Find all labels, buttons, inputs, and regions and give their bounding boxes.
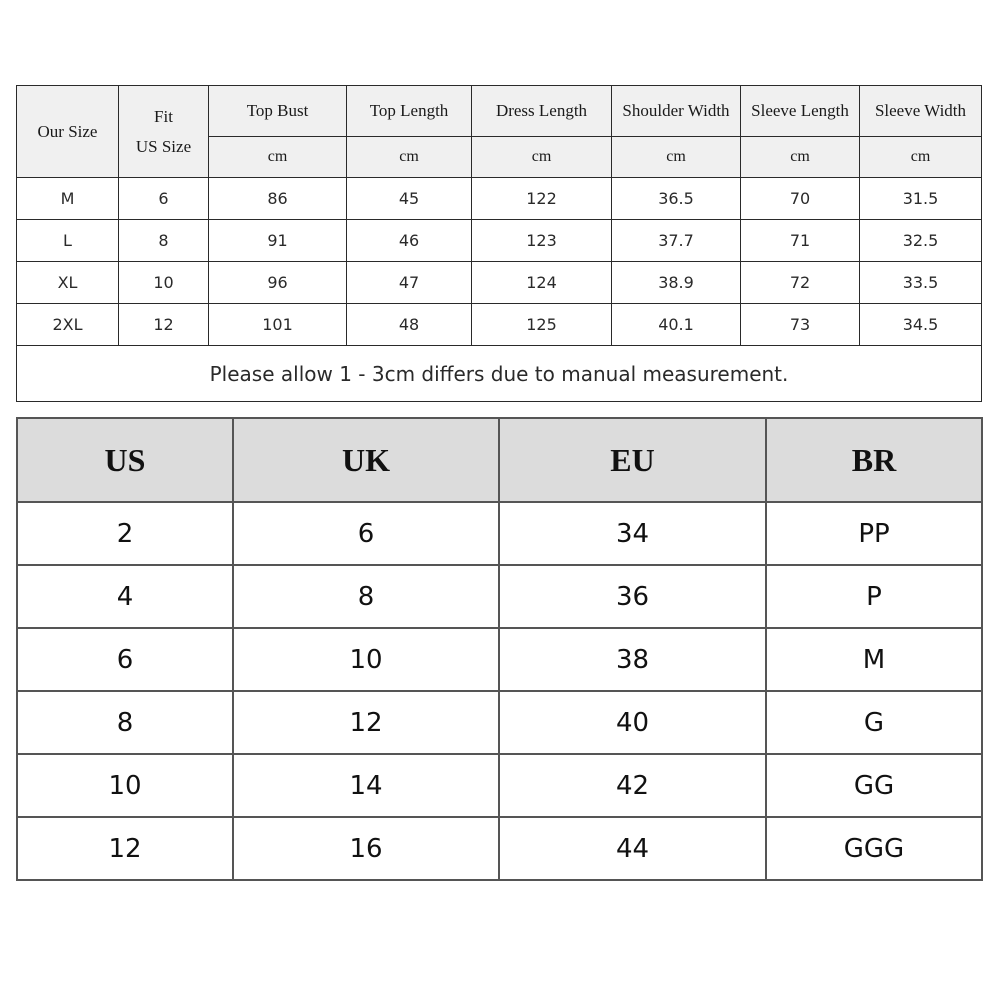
header-fit-us-size — [119, 86, 209, 178]
header-uk: UK — [233, 418, 499, 502]
table-row — [17, 817, 982, 880]
cell-our-size: M — [17, 178, 119, 220]
cell-us: 12 — [17, 817, 233, 880]
cell-shoulder-width: 38.9 — [612, 262, 741, 304]
size-conversion-table — [16, 417, 983, 881]
cell-top-bust: 86 — [209, 178, 347, 220]
cell-top-length: 46 — [347, 220, 472, 262]
cell-eu: 34 — [499, 502, 766, 565]
cell-our-size: 2XL — [17, 304, 119, 346]
measurement-note: Please allow 1 - 3cm differs due to manual measurement. — [17, 346, 982, 402]
cell-br: M — [766, 628, 982, 691]
cell-top-bust: 91 — [209, 220, 347, 262]
header-eu: EU — [499, 418, 766, 502]
cell-sleeve-length: 73 — [741, 304, 860, 346]
header-our-size: Our Size — [17, 86, 119, 178]
cell-us-size: 10 — [119, 262, 209, 304]
table-row — [17, 220, 982, 262]
table-row — [17, 178, 982, 220]
header-sleeve-length: Sleeve Length — [741, 86, 860, 137]
header-top-length: Top Length — [347, 86, 472, 137]
cell-sleeve-width: 31.5 — [860, 178, 982, 220]
cell-br: GGG — [766, 817, 982, 880]
unit-label: cm — [347, 137, 472, 178]
header-sleeve-width: Sleeve Width — [860, 86, 982, 137]
table-row — [17, 628, 982, 691]
header-fit-label: Fit — [154, 106, 173, 126]
table-row — [17, 691, 982, 754]
unit-label: cm — [472, 137, 612, 178]
size-chart-table — [16, 85, 982, 402]
cell-sleeve-width: 34.5 — [860, 304, 982, 346]
cell-top-bust: 101 — [209, 304, 347, 346]
cell-uk: 16 — [233, 817, 499, 880]
header-shoulder-width: Shoulder Width — [612, 86, 741, 137]
cell-top-bust: 96 — [209, 262, 347, 304]
cell-top-length: 45 — [347, 178, 472, 220]
cell-eu: 38 — [499, 628, 766, 691]
cell-us: 4 — [17, 565, 233, 628]
cell-top-length: 48 — [347, 304, 472, 346]
cell-us-size: 6 — [119, 178, 209, 220]
cell-eu: 36 — [499, 565, 766, 628]
cell-us-size: 8 — [119, 220, 209, 262]
cell-our-size: XL — [17, 262, 119, 304]
header-us-size-label: US Size — [135, 136, 192, 156]
cell-shoulder-width: 40.1 — [612, 304, 741, 346]
cell-br: GG — [766, 754, 982, 817]
cell-eu: 40 — [499, 691, 766, 754]
header-br: BR — [766, 418, 982, 502]
cell-br: P — [766, 565, 982, 628]
cell-uk: 12 — [233, 691, 499, 754]
cell-dress-length: 124 — [472, 262, 612, 304]
table-row — [17, 262, 982, 304]
unit-label: cm — [860, 137, 982, 178]
cell-br: PP — [766, 502, 982, 565]
table-row — [17, 565, 982, 628]
cell-shoulder-width: 36.5 — [612, 178, 741, 220]
table-row — [17, 754, 982, 817]
header-dress-length: Dress Length — [472, 86, 612, 137]
unit-label: cm — [612, 137, 741, 178]
header-top-bust: Top Bust — [209, 86, 347, 137]
cell-uk: 6 — [233, 502, 499, 565]
cell-dress-length: 125 — [472, 304, 612, 346]
cell-us-size: 12 — [119, 304, 209, 346]
cell-sleeve-width: 33.5 — [860, 262, 982, 304]
table-row — [17, 502, 982, 565]
cell-shoulder-width: 37.7 — [612, 220, 741, 262]
cell-us: 2 — [17, 502, 233, 565]
cell-us: 6 — [17, 628, 233, 691]
cell-eu: 44 — [499, 817, 766, 880]
cell-sleeve-length: 71 — [741, 220, 860, 262]
cell-uk: 10 — [233, 628, 499, 691]
cell-uk: 8 — [233, 565, 499, 628]
cell-us: 10 — [17, 754, 233, 817]
header-us: US — [17, 418, 233, 502]
unit-label: cm — [741, 137, 860, 178]
cell-eu: 42 — [499, 754, 766, 817]
table-row — [17, 304, 982, 346]
cell-br: G — [766, 691, 982, 754]
unit-label: cm — [209, 137, 347, 178]
cell-dress-length: 123 — [472, 220, 612, 262]
cell-uk: 14 — [233, 754, 499, 817]
cell-sleeve-width: 32.5 — [860, 220, 982, 262]
cell-top-length: 47 — [347, 262, 472, 304]
cell-sleeve-length: 72 — [741, 262, 860, 304]
cell-sleeve-length: 70 — [741, 178, 860, 220]
cell-us: 8 — [17, 691, 233, 754]
cell-our-size: L — [17, 220, 119, 262]
cell-dress-length: 122 — [472, 178, 612, 220]
